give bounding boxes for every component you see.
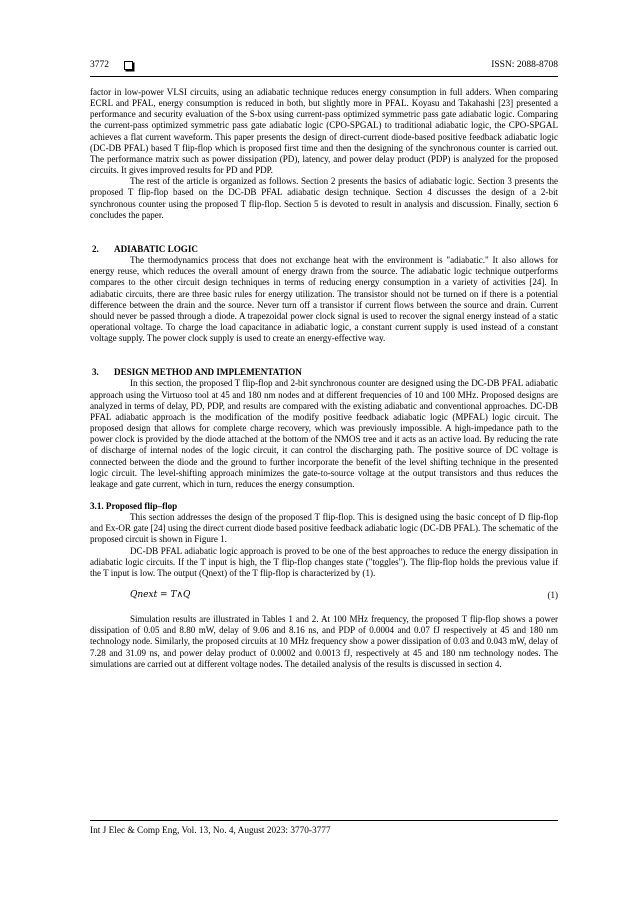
running-header	[90, 60, 558, 76]
section-3-number: 3.	[92, 367, 99, 378]
section-3-title: DESIGN METHOD AND IMPLEMENTATION	[114, 367, 302, 378]
section-2-title: ADIABATIC LOGIC	[114, 243, 198, 254]
equation-number: (1)	[547, 590, 558, 601]
equation-1	[90, 590, 558, 603]
subsection-3-1-paragraph-1: This section addresses the design of the proposed T flip-flop. This is designed using the basic concept of D flip-flop and Ex-OR gate [24] using the direct current diode based positive feedback adiabatic logic (DC-DB PFAL). The schematic of the proposed circuit is shown in Figure 1.	[90, 512, 558, 545]
section-3-heading	[90, 367, 558, 378]
section-2-heading	[90, 244, 558, 255]
subsection-3-1-paragraph-3: Simulation results are illustrated in Tables 1 and 2. At 100 MHz frequency, the proposed T flip-flop shows a power dissipation of 0.05 and 8.80 mW, delay of 9.06 and 8.16 ns, and PDP of 0.0004 and 0.07 fJ respectively at 45 and 180 nm technology node. Similarly, the proposed circuits at 10 MHz frequency show a power dissipation of 0.03 and 0.043 mW, delay of 7.28 and 31.09 ns, and power delay product of 0.0002 and 0.0013 fJ, respectively at 45 and 180 nm technology nodes. The simulations are carried out at different voltage nodes. The detailed analysis of the results is discussed in section 4.	[90, 614, 558, 669]
footer-citation: Int J Elec & Comp Eng, Vol. 13, No. 4, August 2023: 3770-3777	[90, 826, 331, 836]
section-2-paragraph: The thermodynamics process that does not exchange heat with the environment is "adiabatic." It also allows for energy reuse, which reduces the overall amount of energy drawn from the source. The adiabatic logic technique outperforms compares to the other circuit design techniques in terms of reducing energy consumption in a variety of activities [24]. In adiabatic circuits, there are three basic rules for energy utilization. The transistor should not be turned on if there is a potential difference between the drain and the source. Never turn off a transistor if current flows between the source and drain. Current should never be passed through a diode. A trapezoidal power clock signal is used to recover the signal energy instead of a static operational voltage. To charge the load capacitance in adiabatic logic, a constant current supply is used instead of a constant voltage supply. The power clock supply is used to create an energy-effective way.	[90, 255, 558, 344]
issn-label: ISSN: 2088-8708	[491, 60, 558, 70]
intro-paragraph-1: factor in low-power VLSI circuits, using an adiabatic technique reduces energy consumption in full adders. When comparing ECRL and PFAL, energy consumption is reduced in both, but slightly more in PFAL. Koyasu and Takahashi [23] presented a performance and security evaluation of the S-box using current-pass optimized symmetric pass gate adiabatic logic. Comparing the current-pass optimized symmetric pass gate adiabatic logic (CPO-SPGAL) to traditional adiabatic logic, the CPO-SPGAL achieves a flat current waveform. This paper presents the design of direct-current diode-based positive feedback adiabatic logic (DC-DB PFAL) based T flip-flop which is proposed first time and then the designing of the synchronous counter is carried out. The performance matrix such as power dissipation (PD), latency, and power delay product (PDP) is analyzed for the proposed circuits. It gives improved results for PD and PDP.	[90, 87, 558, 176]
section-2-number: 2.	[92, 243, 99, 254]
subsection-3-1-heading: 3.1. Proposed flip–flop	[90, 501, 178, 511]
equation-expression: Qnext = T∧Q	[130, 590, 191, 601]
intro-paragraph-2: The rest of the article is organized as follows. Section 2 presents the basics of adiabatic logic. Section 3 presents the proposed T flip-flop based on the DC-DB PFAL adiabatic design technique. Section 4 discusses the design of a 2-bit synchronous counter using the proposed T flip-flop. Section 5 is devoted to result in analysis and discussion. Finally, section 6 concludes the paper.	[90, 176, 558, 220]
square-icon	[124, 61, 133, 70]
article-body	[90, 87, 558, 670]
subsection-3-1-paragraph-2: DC-DB PFAL adiabatic logic approach is proved to be one of the best approaches to reduce the energy dissipation in adiabatic logic circuits. If the T input is high, the T flip-flop changes state ("toggles"). The flip-flop holds the previous value if the T input is low. The output (Qnext) of the T flip-flop is characterized by (1).	[90, 545, 558, 578]
header-rule	[90, 76, 558, 77]
page-number: 3772	[90, 60, 109, 70]
footer-rule	[90, 820, 558, 821]
section-3-paragraph: In this section, the proposed T flip-flop and 2-bit synchronous counter are designed using the DC-DB PFAL adiabatic approach using the Virtuoso tool at 45 and 180 nm nodes and at different frequencies of 10 and 100 MHz. Proposed designs are analyzed in terms of delay, PD, PDP, and results are compared with the existing adiabatic and conventional approaches. DC-DB PFAL adiabatic approach is the modification of the modify positive feedback adiabatic logic (MPFAL) logic circuit. The proposed design that allows for complete charge recovery, which was previously impossible. A high-impedance path to the power clock is provided by the diode attached at the bottom of the NMOS tree and it acts as an active load. By reducing the rate of discharge of internal nodes of the logic circuit, it can control the discharging path. The positive source of DC voltage is connected between the diode and the ground to further incorporate the benefit of the level shifting technique in the presented logic circuit. The level-shifting approach minimizes the gate-to-source voltage at the output transistors and thus reduces the leakage and gate current, which in turn, reduces the energy consumption.	[90, 378, 558, 489]
